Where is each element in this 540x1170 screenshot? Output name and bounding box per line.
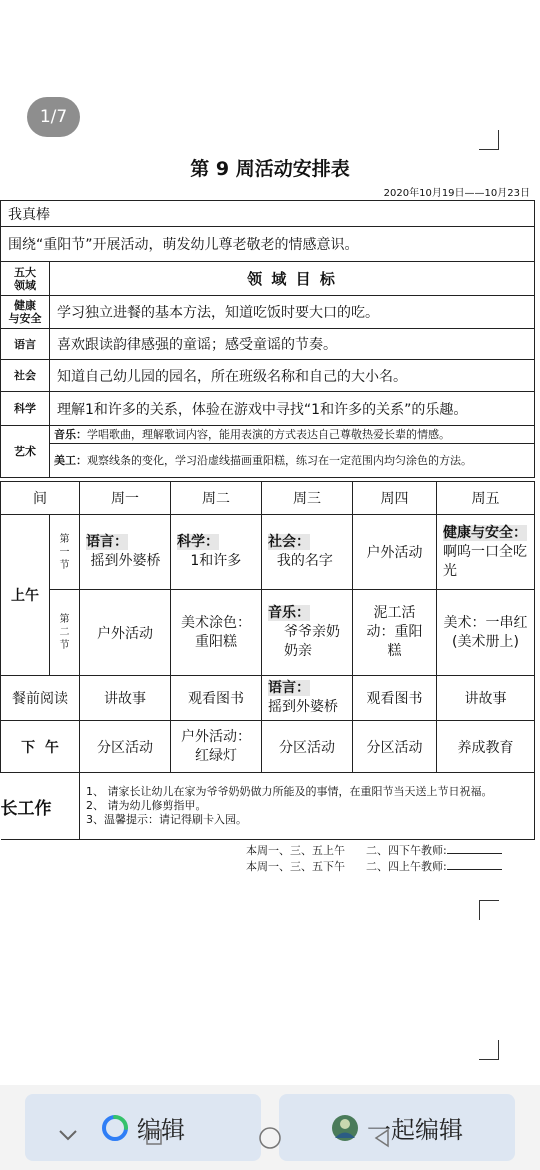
- period-2-label: 第 二 节: [50, 590, 80, 676]
- parent-notes: [80, 773, 535, 840]
- weekly-schedule-table: [0, 481, 535, 840]
- domain-label-health: 健康 与安全: [1, 296, 50, 329]
- p2-mon: 户外活动: [80, 590, 171, 676]
- edit-label: 编辑: [137, 1116, 185, 1144]
- premeal-fri: 讲故事: [437, 676, 535, 721]
- day-header-fri: 周五: [437, 482, 535, 515]
- p1-mon: 语言： 摇到外婆桥: [80, 515, 171, 590]
- signature-line-1: 本周一、三、五上午 二、四下午教师:: [246, 842, 502, 858]
- p2-thu: 泥工活动：重阳糕: [353, 590, 437, 676]
- signature-line-2: 本周一、三、五下午 二、四上午教师:: [246, 858, 502, 874]
- page-indicator: 1/7: [27, 97, 80, 137]
- p2-tue: 美术涂色：重阳糕: [171, 590, 262, 676]
- day-header-mon: 周一: [80, 482, 171, 515]
- morning-label: 上午: [1, 515, 50, 676]
- afternoon-fri: 养成教育: [437, 721, 535, 773]
- document-title: 第 9 周活动安排表: [190, 158, 350, 180]
- theme-cell: 我真棒: [1, 201, 535, 227]
- page-crop-mark: [479, 130, 499, 150]
- co-edit-label: 一起编辑: [367, 1116, 463, 1144]
- premeal-mon: 讲故事: [80, 676, 171, 721]
- premeal-tue: 观看图书: [171, 676, 262, 721]
- premeal-wed: 语言： 摇到外婆桥: [262, 676, 353, 721]
- chevron-down-icon[interactable]: [58, 1128, 78, 1142]
- page-crop-mark: [479, 1040, 499, 1060]
- domain-label-language: 语言: [1, 329, 50, 360]
- domain-label-science: 科学: [1, 392, 50, 426]
- domain-label-art: 艺术: [1, 426, 50, 478]
- parent-note-3: 3、温馨提示：请记得刷卡入园。: [86, 813, 247, 826]
- domain-goals-table: [0, 200, 535, 478]
- domain-goal-science: 理解1和许多的关系，体验在游戏中寻找“1和许多的关系”的乐趣。: [50, 392, 535, 426]
- parent-note-1: 1、 请家长让幼儿在家为爷爷奶奶做力所能及的事情，在重阳节当天送上节日祝福。: [86, 785, 493, 798]
- edit-app-icon: [101, 1114, 129, 1142]
- afternoon-thu: 分区活动: [353, 721, 437, 773]
- co-edit-button[interactable]: [279, 1094, 515, 1161]
- domain-header-label: 五大 领域: [1, 262, 50, 296]
- afternoon-wed: 分区活动: [262, 721, 353, 773]
- day-header-wed: 周三: [262, 482, 353, 515]
- art-music-goal: 音乐：学唱歌曲，理解歌词内容，能用表演的方式表达自己尊敬热爱长辈的情感。: [50, 426, 535, 444]
- domain-goal-language: 喜欢跟读韵律感强的童谣；感受童谣的节奏。: [50, 329, 535, 360]
- avatar-icon: [331, 1114, 359, 1142]
- domain-goal-social: 知道自己幼儿园的园名，所在班级名称和自己的大小名。: [50, 360, 535, 392]
- p1-fri: 健康与安全： 啊呜一口全吃光: [437, 515, 535, 590]
- date-range: 2020年10月19日——10月23日: [383, 188, 530, 199]
- p2-wed: 音乐： 爷爷亲奶奶亲: [262, 590, 353, 676]
- p2-fri: 美术：一串红(美术册上): [437, 590, 535, 676]
- domain-goal-health: 学习独立进餐的基本方法，知道吃饭时要大口的吃。: [50, 296, 535, 329]
- parent-work-label: 长工作: [1, 773, 80, 840]
- page-crop-mark: [479, 900, 499, 920]
- day-header-tue: 周二: [171, 482, 262, 515]
- art-fineart-goal: 美工：观察线条的变化，学习沿虚线描画重阳糕，练习在一定范围内均匀涂色的方法。: [50, 444, 535, 478]
- premeal-thu: 观看图书: [353, 676, 437, 721]
- p1-wed: 社会： 我的名字: [262, 515, 353, 590]
- day-header-thu: 周四: [353, 482, 437, 515]
- parent-note-2: 2、 请为幼儿修剪指甲。: [86, 799, 207, 812]
- back-icon[interactable]: [372, 1128, 392, 1148]
- schedule-corner: 间: [1, 482, 80, 515]
- afternoon-tue: 户外活动：红绿灯: [171, 721, 262, 773]
- recent-apps-icon[interactable]: [145, 1128, 163, 1146]
- domain-label-social: 社会: [1, 360, 50, 392]
- period-1-label: 第 一 节: [50, 515, 80, 590]
- afternoon-mon: 分区活动: [80, 721, 171, 773]
- premeal-label: 餐前阅读: [1, 676, 80, 721]
- home-icon[interactable]: [258, 1126, 282, 1150]
- p1-tue: 科学： 1和许多: [171, 515, 262, 590]
- afternoon-label: 下 午: [1, 721, 80, 773]
- domain-header-title: 领 域 目 标: [50, 262, 535, 296]
- p1-thu: 户外活动: [353, 515, 437, 590]
- goal-cell: 围绕“重阳节”开展活动，萌发幼儿尊老敬老的情感意识。: [1, 227, 535, 262]
